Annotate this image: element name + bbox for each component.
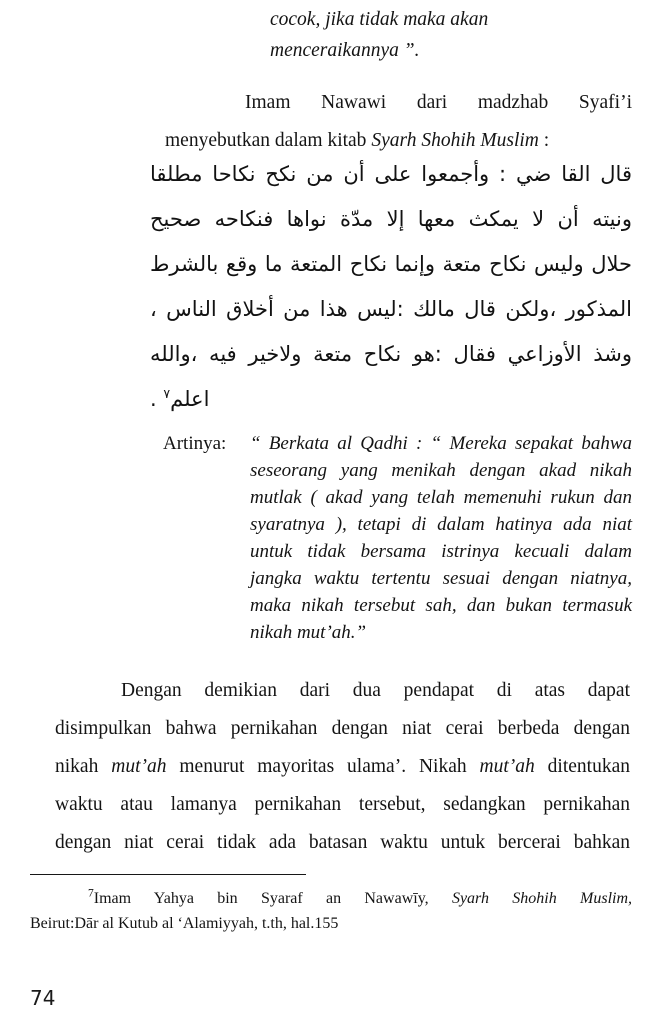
arabic-last-suffix: . bbox=[150, 387, 164, 411]
page-number: 74 bbox=[30, 986, 56, 1010]
body-line3-b: menurut mayoritas ulama’. Nikah bbox=[166, 756, 480, 777]
quote-continuation-block bbox=[270, 4, 632, 66]
footnote-separator-rule bbox=[30, 874, 306, 875]
arabic-line-2: ونيته أن لا يمكث معها إلا مدّة نواها فنكاحه صحيح bbox=[150, 207, 632, 231]
quote-continuation-line-1: cocok, jika tidak maka akan bbox=[270, 9, 489, 30]
footnote-line-1 bbox=[30, 886, 632, 911]
footnote-title: Syarh Shohih Muslim, bbox=[451, 890, 633, 907]
arabic-line-5: وشذ الأوزاعي فقال :هو نكاح متعة ولاخير فيه ،والله bbox=[150, 342, 632, 366]
artinya-block bbox=[163, 430, 632, 646]
arabic-quotation-block bbox=[150, 152, 632, 422]
body-paragraph-line-3 bbox=[55, 748, 630, 786]
arabic-line-1: قال القا ضي : وأجمعوا على أن من نكح نكاحا مطلقا bbox=[150, 162, 632, 186]
footnote-line-2: Beirut:Dār al Kutub al ‘Alamiyyah, t.th, hal.155 bbox=[30, 915, 339, 932]
quote-continuation-line-2: menceraikannya ”. bbox=[270, 40, 420, 61]
footnote-author: Imam Yahya bin Syaraf an Nawawīy, bbox=[93, 890, 429, 907]
footnote-marker: 7 bbox=[88, 887, 94, 900]
body-paragraph-line-1: Dengan demikian dari dua pendapat di atas dapat bbox=[121, 680, 630, 701]
intro-line2-suffix: : bbox=[538, 130, 550, 151]
artinya-quote-text: “ Berkata al Qadhi : “ Mereka sepakat bahwa seseorang yang menikah dengan akad nikah mutlak ( akad yang telah memenuhi rukun dan syaratnya ), tetapi di dalam hatinya ada niat untuk tidak bersama istrinya kecuali dalam jangka waktu tertentu sesuai dengan niatnya, maka nikah tersebut sah, dan bukan termasuk nikah mut’ah.” bbox=[250, 433, 632, 643]
body-paragraph-line-5: dengan niat cerai tidak ada batasan waktu untuk bercerai bahkan bbox=[55, 832, 630, 853]
body-line3-c: ditentukan bbox=[534, 756, 630, 777]
kitab-title: Syarh Shohih Muslim bbox=[371, 130, 539, 151]
arabic-line-3: حلال وليس نكاح متعة وإنما نكاح المتعة ما وقع بالشرط bbox=[150, 252, 632, 276]
term-mutah-2: mut’ah bbox=[479, 756, 535, 777]
intro-paragraph bbox=[55, 84, 632, 160]
intro-paragraph-line-1: Imam Nawawi dari madzhab Syafi’i bbox=[245, 92, 632, 113]
term-mutah-1: mut’ah bbox=[111, 756, 167, 777]
body-paragraph-line-4: waktu atau lamanya pernikahan tersebut, sedangkan pernikahan bbox=[55, 794, 630, 815]
body-paragraph-line-2: disimpulkan bahwa pernikahan dengan niat cerai berbeda dengan bbox=[55, 718, 630, 739]
body-line3-a: nikah bbox=[55, 756, 112, 777]
arabic-last-word: اعلم bbox=[170, 387, 210, 411]
footnote-marker-arabic: ٧ bbox=[163, 386, 171, 401]
footnote-entry bbox=[30, 886, 632, 936]
arabic-line-4: المذكور ،ولكن قال مالك :ليس هذا من أخلاق الناس ، bbox=[150, 297, 632, 321]
body-paragraph bbox=[55, 672, 630, 862]
intro-line2-prefix: menyebutkan dalam kitab bbox=[165, 130, 372, 151]
arabic-line-6 bbox=[150, 377, 632, 422]
artinya-label: Artinya: bbox=[163, 433, 227, 454]
